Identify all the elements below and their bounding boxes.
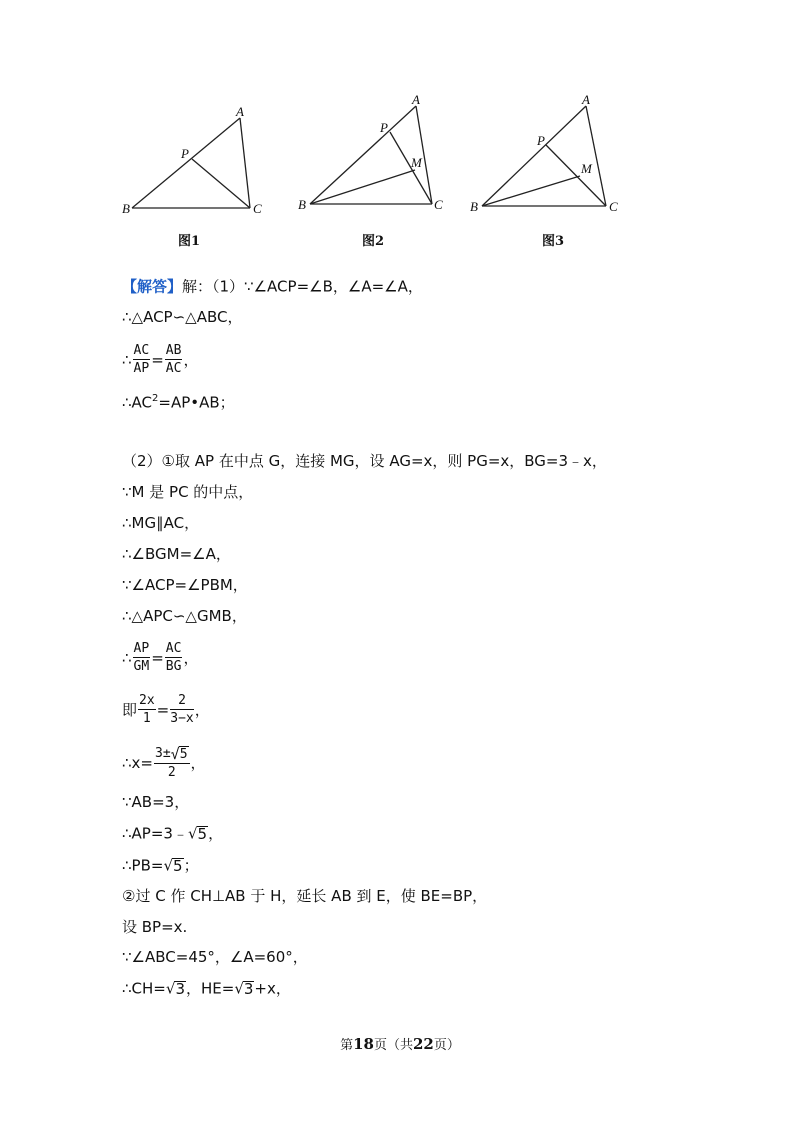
fig2-label-c: C xyxy=(434,197,443,212)
solution-line-9: ∵∠ACP=∠PBM， xyxy=(122,576,248,594)
fig1-side-ba xyxy=(132,118,240,208)
solution-line-4: $\therefore AC^2=AP•AB$； xyxy=(122,393,235,412)
fig2-label-p: P xyxy=(380,120,388,135)
fig2-label-b: B xyxy=(298,197,306,212)
fraction-ab-ac: $\frac{AB}{AC}$ xyxy=(165,343,182,376)
fig2-label-a: A xyxy=(412,92,420,107)
fig2-label-m: M xyxy=(411,155,422,170)
fig3-label-a: A xyxy=(582,92,590,107)
fig3-label-c: C xyxy=(609,199,618,214)
fraction-ac-ap: $\frac{AC}{AP}$ xyxy=(133,343,150,376)
solution-line-19: ∵∠ABC=45°，∠A=60°， xyxy=(122,948,308,966)
fraction-x-solution: $\frac{3\pm√5}{2}$ xyxy=(155,745,188,780)
solution-line-6: ∵M 是 PC 的中点， xyxy=(122,483,254,501)
current-page-number: 18 xyxy=(353,1035,374,1053)
solution-line-3: ∴ $\frac{AC}{AP}$ = $\frac{AB}{AC}$ ， xyxy=(122,343,199,376)
fig2-side-ba xyxy=(310,106,416,204)
fraction-2-3minusx: $\frac{2}{3-x}$ xyxy=(170,693,194,726)
fraction-2x-1: $\frac{2x}{1}$ xyxy=(139,693,155,726)
fig3-segment-pc xyxy=(546,145,606,206)
solution-line-13: ∴x= $\frac{3\pm√5}{2}$ ， xyxy=(122,745,206,780)
figures xyxy=(110,92,650,252)
page-footer: 第18页（共22页） xyxy=(340,1035,460,1053)
fig3-label-m: M xyxy=(581,161,592,176)
solution-line-1 xyxy=(122,276,423,297)
fig1-segment-pc xyxy=(192,159,250,208)
solution-line-17: ②过 C 作 CH⊥AB 于 H，延长 AB 到 E，使 BE=BP， xyxy=(122,887,488,905)
solution-text-1: 解：（1）∵∠ACP=∠B，∠A=∠A， xyxy=(182,277,423,296)
solution-line-14: ∵AB=3， xyxy=(122,793,190,811)
solution-line-2: ∴△ACP∽△ABC， xyxy=(122,308,243,326)
fig2-segment-bm xyxy=(310,170,415,204)
fraction-ap-gm: $\frac{AP}{GM}$ xyxy=(133,641,150,674)
solution-line-10: ∴△APC∽△GMB， xyxy=(122,607,247,625)
fig1-label-c: C xyxy=(253,201,262,216)
solution-line-18: 设 BP=x. xyxy=(122,918,188,936)
solution-line-20: ∴CH=√3，HE=√3+x， xyxy=(122,979,291,998)
fig3-label-b: B xyxy=(470,199,478,214)
solution-tag: 【解答】 xyxy=(122,277,183,296)
figure-2-caption: 图2 xyxy=(362,234,385,249)
solution-line-12: 即 $\frac{2x}{1}$ = $\frac{2}{3-x}$ ， xyxy=(122,693,210,726)
fig3-label-p: P xyxy=(537,133,545,148)
solution-line-5: （2）①取 AP 在中点 G，连接 MG，设 AG=x，则 PG=x，BG=3﹣x， xyxy=(122,452,607,470)
fig1-label-b: B xyxy=(122,201,130,216)
solution-line-15: ∴AP=3﹣√5， xyxy=(122,824,224,843)
figure-1-caption: 图1 xyxy=(178,234,201,249)
solution-line-16: ∴PB=√5； xyxy=(122,856,199,875)
fig3-side-ba xyxy=(482,106,586,206)
solution-line-11: ∴ $\frac{AP}{GM}$ = $\frac{AC}{BG}$ ， xyxy=(122,641,199,674)
fig3-side-ac xyxy=(586,106,606,206)
total-page-number: 22 xyxy=(413,1035,434,1053)
solution-line-8: ∴∠BGM=∠A， xyxy=(122,545,231,563)
therefore-symbol: ∴ xyxy=(122,351,132,369)
fraction-ac-bg: $\frac{AC}{BG}$ xyxy=(165,641,182,674)
triangle-figures xyxy=(110,92,650,252)
fig1-label-a: A xyxy=(236,104,244,119)
solution-line-7: ∴MG∥AC， xyxy=(122,514,200,532)
figure-3-caption: 图3 xyxy=(542,234,565,249)
fig1-side-ac xyxy=(240,118,250,208)
fig1-label-p: P xyxy=(181,146,189,161)
